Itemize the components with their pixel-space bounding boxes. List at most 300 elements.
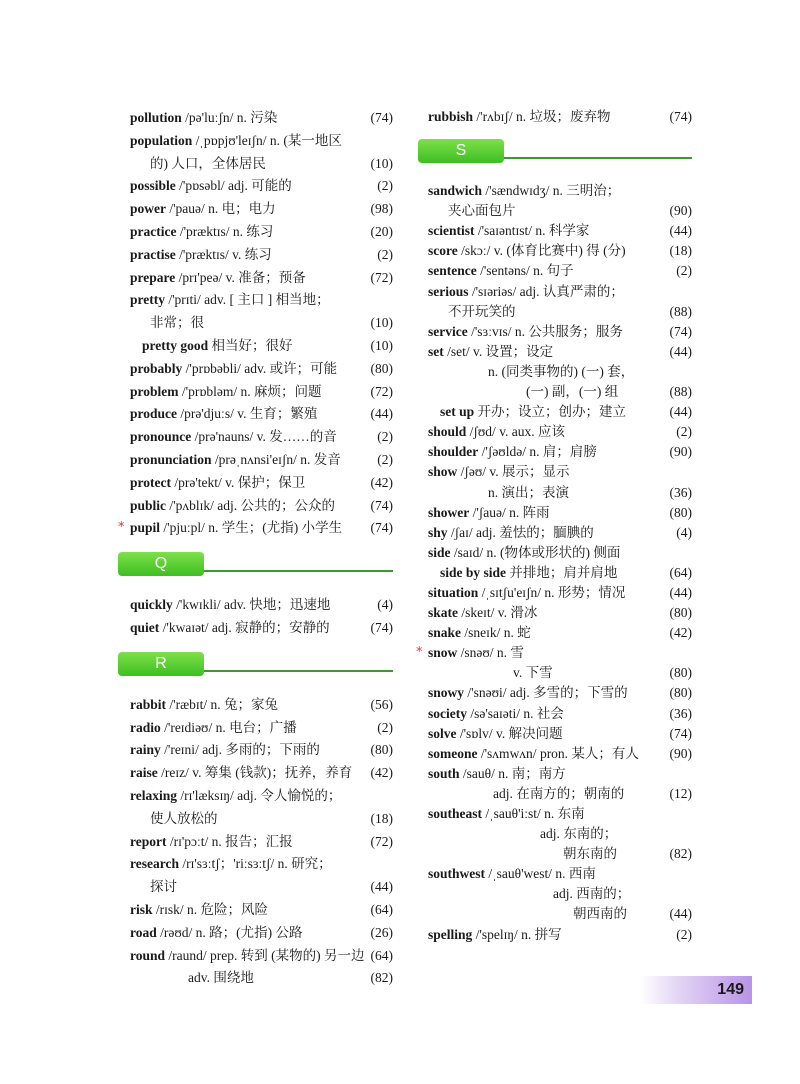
entry-text: [118, 221, 273, 244]
entry-text: [418, 643, 524, 663]
definition: 夹心面包片: [448, 203, 516, 219]
headword: skate: [428, 605, 458, 621]
entry-text: [118, 831, 293, 854]
page-reference: (4): [377, 597, 393, 613]
definition: /'prɒbləm/ n. 麻烦；问题: [178, 383, 322, 399]
glossary-entry-line: [418, 382, 692, 402]
entry-text: [118, 358, 337, 381]
definition: /'sɜːvɪs/ n. 公共服务；服务: [467, 323, 623, 339]
definition: /'snəʊi/ adj. 多雪的；下雪的: [464, 685, 628, 701]
entry-text: [118, 289, 330, 312]
page-reference: (74): [370, 619, 393, 635]
glossary-entry-line: [418, 523, 692, 543]
glossary-entry-line: [118, 617, 393, 640]
definition: /raund/ prep. 转到 (某物的) 另一边: [165, 947, 365, 963]
headword: pretty good: [142, 337, 209, 353]
entry-text: [118, 335, 293, 358]
glossary-entry-line: [418, 764, 692, 784]
definition: /'ʃəʊldə/ n. 肩；肩膀: [478, 444, 597, 460]
headword: set: [428, 343, 444, 359]
page-number-band: [640, 976, 752, 1004]
entry-text: [118, 876, 177, 899]
page-reference: (26): [370, 924, 393, 940]
glossary-entry-line: [418, 844, 692, 864]
definition: /sə'saɪəti/ n. 社会: [466, 705, 564, 721]
page-reference: (2): [377, 451, 393, 467]
page-reference: (44): [669, 584, 692, 600]
headword: rabbit: [130, 696, 167, 712]
page-reference: (42): [669, 625, 692, 641]
glossary-entry-line: [418, 442, 692, 462]
glossary-entry-line: [418, 663, 692, 683]
page-reference: (90): [669, 444, 692, 460]
definition: n. 演出；表演: [488, 484, 569, 500]
page-reference: (80): [669, 605, 692, 621]
glossary-entry-line: [418, 583, 692, 603]
page-number: 149: [717, 981, 744, 998]
glossary-entry-line: [418, 107, 692, 127]
entry-text: [118, 739, 320, 762]
headword: southwest: [428, 866, 486, 882]
headword: service: [428, 323, 468, 339]
entry-text: [418, 844, 617, 864]
headword: snowy: [428, 685, 465, 701]
glossary-entry-line: [118, 175, 393, 198]
glossary-entry-line: [418, 643, 692, 663]
page-reference: (72): [370, 383, 393, 399]
definition: /set/ v. 设置；设定: [443, 343, 554, 359]
headword: quiet: [130, 619, 160, 635]
glossary-entry-line: [418, 603, 692, 623]
page-reference: (42): [370, 765, 393, 781]
entry-text: [118, 922, 303, 945]
page-reference: (98): [370, 201, 393, 217]
entry-text: [118, 717, 297, 740]
definition: /sauθ/ n. 南；南方: [459, 765, 566, 781]
definition: 非常；很: [150, 315, 204, 331]
page-reference: (64): [669, 564, 692, 580]
glossary-entry-line: [418, 422, 692, 442]
glossary-entry-line: [118, 358, 393, 381]
headword: pupil: [130, 520, 161, 536]
glossary-entry-line: [118, 244, 393, 267]
page-reference: (2): [676, 263, 692, 279]
entry-text: [418, 683, 628, 703]
entry-text: [418, 181, 620, 201]
section-letter-tab: S: [418, 139, 504, 163]
glossary-entry-line: [418, 462, 692, 482]
entry-text: [418, 503, 550, 523]
entry-text: [118, 153, 266, 176]
glossary-entry-line: [118, 495, 393, 518]
definition: /skɔː/ v. (体育比赛中) 得 (分): [457, 243, 626, 259]
headword: southeast: [428, 806, 483, 821]
entry-text: [118, 853, 332, 876]
section-header-s: [418, 139, 692, 169]
glossary-entry-line: [118, 381, 393, 404]
definition: /'rʌbɪʃ/ n. 垃圾；废弃物: [473, 109, 611, 124]
headword: pollution: [130, 110, 182, 125]
entry-text: [418, 523, 594, 543]
headword: shy: [428, 524, 448, 540]
page-reference: (74): [370, 520, 393, 536]
definition: /saɪd/ n. (物体或形状的) 侧面: [450, 544, 621, 560]
glossary-entry-line: [118, 739, 393, 762]
definition: /prɪ'peə/ v. 准备；预备: [175, 269, 306, 285]
glossary-entry-line: [118, 335, 393, 358]
definition: /'prɪti/ adv. [ 主口 ] 相当地；: [165, 292, 330, 308]
definition: /rɪsk/ n. 危险；风险: [152, 901, 269, 917]
definition: /'prɒbəbli/ adv. 或许；可能: [182, 360, 338, 376]
definition: /'sɪəriəs/ adj. 认真严肃的；: [468, 283, 624, 299]
glossary-entry-line: [118, 876, 393, 899]
page-reference: (2): [377, 429, 393, 445]
entry-text: [418, 603, 537, 623]
page-reference: (80): [370, 742, 393, 758]
entry-text: [418, 543, 620, 563]
headword: risk: [130, 901, 153, 917]
definition: 朝东南的: [563, 846, 617, 862]
definition: /prə'tekt/ v. 保护；保卫: [170, 474, 306, 490]
definition: adv. 围绕地: [188, 970, 254, 986]
glossary-entry-line: [118, 267, 393, 290]
page-reference: (88): [669, 384, 692, 400]
glossary-entry-line: [418, 744, 692, 764]
entry-text: [118, 403, 317, 426]
definition: /'pauə/ n. 电；电力: [166, 201, 276, 217]
glossary-entry-line: [418, 884, 692, 904]
definition: /'sændwɪdʒ/ n. 三明治；: [482, 183, 621, 199]
headword: power: [130, 201, 166, 217]
entry-text: [118, 472, 305, 495]
glossary-entry-line: [118, 289, 393, 312]
page-reference: (72): [370, 833, 393, 849]
headword: round: [130, 947, 166, 963]
entry-text: [418, 764, 566, 784]
definition: /ˌsauθ'iːst/ n. 东南: [482, 806, 585, 821]
definition: /'ʃauə/ n. 阵雨: [469, 504, 550, 520]
page-reference: (10): [370, 337, 393, 353]
entry-text: [118, 244, 272, 267]
page-reference: (44): [669, 343, 692, 359]
definition: 不开玩笑的: [448, 303, 516, 319]
headword: snake: [428, 625, 462, 641]
entry-text: [118, 785, 341, 808]
glossary-entry-line: [118, 312, 393, 335]
definition: /'sentəns/ n. 句子: [476, 263, 574, 279]
entry-text: [118, 381, 322, 404]
glossary-entry-line: [418, 563, 692, 583]
glossary-entry-line: [418, 724, 692, 744]
glossary-entry-line: [118, 945, 393, 968]
definition: 的) 人口，全体居民: [150, 155, 266, 171]
glossary-entry-line: [418, 704, 692, 724]
glossary-entry-line: [118, 853, 393, 876]
page-reference: (82): [669, 846, 692, 862]
glossary-entry-line: [418, 483, 692, 503]
page-reference: (20): [370, 223, 393, 239]
headword: someone: [428, 745, 478, 761]
entry-text: [418, 462, 570, 482]
definition: /'pʌblɪk/ adj. 公共的；公众的: [166, 497, 335, 513]
entry-text: [418, 904, 627, 924]
page-reference: (80): [669, 665, 692, 681]
glossary-entry-line: [418, 543, 692, 563]
headword: relaxing: [130, 787, 177, 803]
glossary-entry-line: [418, 904, 692, 924]
definition: 并排地；肩并肩地: [506, 564, 618, 580]
definition: /'spelɪŋ/ n. 拼写: [472, 926, 562, 942]
definition: /'kwɪkli/ adv. 快地；迅速地: [172, 597, 331, 613]
entry-text: [418, 322, 623, 342]
page-reference: (56): [370, 696, 393, 712]
page-reference: (64): [370, 947, 393, 963]
headword: possible: [130, 178, 176, 194]
definition: 使人放松的: [150, 810, 218, 826]
page-reference: (80): [669, 504, 692, 520]
definition: /ˌsauθ'west/ n. 西南: [485, 866, 596, 882]
glossary-entry-line: [418, 864, 692, 884]
page-reference: (72): [370, 269, 393, 285]
headword: sandwich: [428, 183, 483, 199]
headword: protect: [130, 474, 171, 490]
glossary-entry-line: [118, 403, 393, 426]
entry-text: [118, 945, 365, 968]
entry-text: [418, 824, 617, 844]
entry-text: [418, 382, 618, 402]
headword: should: [428, 424, 467, 440]
glossary-entry-line: [418, 342, 692, 362]
glossary-entry-line: [118, 107, 393, 130]
page-reference: (74): [370, 110, 393, 125]
entry-text: [118, 449, 341, 472]
page-reference: (2): [377, 178, 393, 194]
glossary-entry-line: [118, 717, 393, 740]
glossary-entry-line: [118, 594, 393, 617]
definition: /'reɪdiəʊ/ n. 电台；广播: [160, 719, 297, 735]
section-divider: [504, 157, 692, 159]
glossary-entry-line: [118, 517, 393, 540]
page-reference: (82): [370, 970, 393, 986]
entry-text: [118, 808, 218, 831]
headword: pretty: [130, 292, 165, 308]
definition: adj. 东南的；: [540, 826, 618, 842]
definition: /'reɪni/ adj. 多雨的；下雨的: [160, 742, 320, 758]
glossary-entry-line: [118, 831, 393, 854]
glossary-entry-line: [418, 925, 692, 945]
glossary-entry-line: [118, 694, 393, 717]
entry-text: [418, 583, 625, 603]
definition: adj. 在南方的；朝南的: [493, 785, 625, 801]
glossary-entry-line: [118, 808, 393, 831]
headword: society: [428, 705, 467, 721]
definition: /ˌsɪtʃu'eɪʃn/ n. 形势；情况: [478, 584, 626, 600]
page-reference: (44): [370, 406, 393, 422]
glossary-entry-line: [118, 922, 393, 945]
entry-text: [118, 426, 337, 449]
definition: adj. 西南的；: [553, 886, 631, 902]
definition: /skeɪt/ v. 滑冰: [458, 605, 538, 621]
entry-text: [418, 483, 569, 503]
entry-text: [118, 967, 254, 990]
entry-text: [418, 563, 617, 583]
definition: /'præktɪs/ v. 练习: [175, 246, 272, 262]
entry-text: [418, 663, 553, 683]
headword: south: [428, 765, 460, 781]
definition: /'præktɪs/ n. 练习: [176, 223, 274, 239]
headword: set up: [440, 404, 475, 420]
glossary-entry-line: [418, 784, 692, 804]
definition: 相当好；很好: [208, 337, 293, 353]
glossary-entry-line: [418, 623, 692, 643]
page-reference: (80): [669, 685, 692, 701]
definition: n. (同类事物的) (一) 套，: [488, 363, 635, 379]
headword: radio: [130, 719, 161, 735]
definition: (一) 副，(一) 组: [526, 384, 619, 400]
definition: /'pɒsəbl/ adj. 可能的: [175, 178, 292, 194]
section-letter-tab: Q: [118, 552, 204, 576]
page-reference: (88): [669, 303, 692, 319]
headword: quickly: [130, 597, 173, 613]
page-reference: (74): [370, 497, 393, 513]
page-reference: (44): [370, 879, 393, 895]
page-reference: (74): [669, 323, 692, 339]
entry-text: [418, 744, 639, 764]
headword: solve: [428, 725, 457, 741]
definition: /snəʊ/ n. 雪: [457, 645, 524, 661]
headword: public: [130, 497, 167, 513]
definition: /rəʊd/ n. 路；(尤指) 公路: [156, 924, 303, 940]
headword: shoulder: [428, 444, 479, 460]
glossary-entry-line: [418, 362, 692, 382]
entry-text: [418, 784, 624, 804]
glossary-entry-line: [118, 899, 393, 922]
glossary-entry-line: [118, 221, 393, 244]
page-reference: (18): [669, 243, 692, 259]
headword: produce: [130, 406, 178, 422]
definition: /'ræbɪt/ n. 兔；家兔: [166, 696, 278, 712]
definition: /rɪ'sɜːtʃ；'riːsɜːtʃ/ n. 研究；: [178, 856, 332, 872]
headword: spelling: [428, 926, 473, 942]
headword: sentence: [428, 263, 477, 279]
definition: /'saɪəntɪst/ n. 科学家: [474, 223, 590, 239]
page-reference: (44): [669, 404, 692, 420]
definition: /'kwaɪət/ adj. 寂静的；安静的: [159, 619, 330, 635]
entry-text: [118, 694, 278, 717]
glossary-entry-line: [118, 762, 393, 785]
entry-text: [118, 107, 277, 130]
glossary-entry-line: [418, 322, 692, 342]
page-reference: (2): [676, 926, 692, 942]
entry-text: [418, 282, 624, 302]
entry-text: [418, 884, 630, 904]
definition: /prə'nauns/ v. 发……的音: [191, 429, 337, 445]
headword: serious: [428, 283, 469, 299]
page-reference: (90): [669, 203, 692, 219]
key-word-star-icon: *: [118, 520, 125, 536]
page-reference: (80): [370, 360, 393, 376]
entry-text: [118, 617, 330, 640]
glossary-entry-line: [418, 241, 692, 261]
entry-text: [118, 495, 335, 518]
entry-text: [418, 201, 516, 221]
section-header-q: [118, 552, 393, 582]
page-reference: (12): [669, 785, 692, 801]
glossary-entry-line: [418, 221, 692, 241]
entry-text: [418, 221, 589, 241]
right-column: [418, 107, 692, 945]
section-divider: [204, 670, 393, 672]
entry-text: [118, 312, 204, 335]
headword: report: [130, 833, 167, 849]
key-word-star-icon: *: [416, 645, 423, 661]
headword: population: [130, 132, 193, 148]
page-reference: (18): [370, 810, 393, 826]
headword: prepare: [130, 269, 176, 285]
page-reference: (44): [669, 223, 692, 239]
entry-text: [118, 267, 306, 290]
headword: score: [428, 243, 458, 259]
section-letter-tab: R: [118, 652, 204, 676]
glossary-entry-line: [418, 402, 692, 422]
glossary-entry-line: [418, 683, 692, 703]
left-column: [118, 107, 393, 990]
entry-text: [418, 704, 564, 724]
glossary-entry-line: [118, 130, 393, 153]
glossary-entry-line: [118, 785, 393, 808]
headword: scientist: [428, 223, 475, 239]
definition: /prə'djuːs/ v. 生育；繁殖: [177, 406, 318, 422]
entry-text: [418, 362, 634, 382]
entry-text: [118, 517, 342, 540]
headword: situation: [428, 584, 479, 600]
definition: 开办；设立；创办；建立: [474, 404, 627, 420]
headword: road: [130, 924, 157, 940]
page-reference: (4): [676, 524, 692, 540]
entry-text: [418, 925, 562, 945]
entry-text: [418, 442, 597, 462]
page-reference: (36): [669, 484, 692, 500]
section-header-r: [118, 652, 393, 682]
definition: /ʃʊd/ v. aux. 应该: [466, 424, 566, 440]
headword: pronunciation: [130, 451, 212, 467]
headword: probably: [130, 360, 183, 376]
entry-text: [418, 302, 516, 322]
definition: /rɪ'læksɪŋ/ adj. 令人愉悦的；: [177, 787, 342, 803]
entry-text: [418, 422, 565, 442]
definition: /ʃəʊ/ v. 展示；显示: [457, 464, 570, 480]
definition: /'sɒlv/ v. 解决问题: [456, 725, 563, 741]
glossary-entry-line: [118, 967, 393, 990]
entry-text: [118, 130, 342, 153]
headword: practise: [130, 246, 176, 262]
entry-text: [118, 175, 292, 198]
page-reference: (74): [669, 725, 692, 741]
page-reference: (36): [669, 705, 692, 721]
glossary-entry-line: [118, 198, 393, 221]
page-reference: (90): [669, 745, 692, 761]
entry-text: [418, 804, 585, 824]
glossary-entry-line: [118, 472, 393, 495]
entry-text: [418, 623, 531, 643]
page-reference: (10): [370, 155, 393, 171]
definition: /ʃaɪ/ adj. 羞怯的；腼腆的: [447, 524, 594, 540]
definition: /prəˌnʌnsi'eɪʃn/ n. 发音: [211, 451, 341, 467]
section-divider: [204, 570, 393, 572]
page-reference: (74): [669, 109, 692, 124]
glossary-entry-line: [418, 824, 692, 844]
glossary-entry-line: [118, 426, 393, 449]
